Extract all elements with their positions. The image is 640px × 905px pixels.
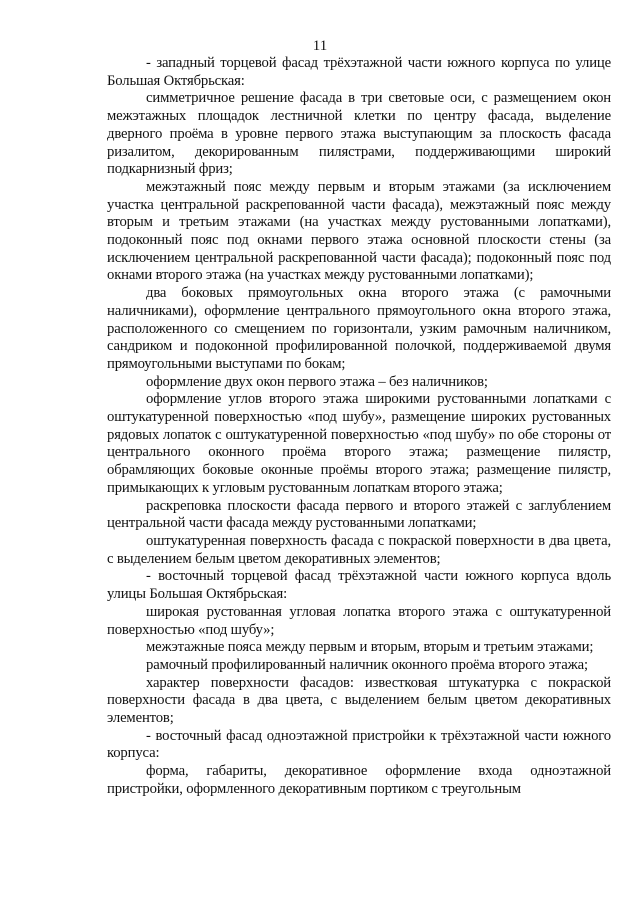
- paragraph: оштукатуренная поверхность фасада с покраской поверхности в два цвета, с выделением белым цветом декоративных элементов;: [107, 532, 611, 567]
- paragraph: межэтажный пояс между первым и вторым этажами (за исключением участка центральной раскрепованной части фасада), межэтажный пояс между вторым и третьим этажами (на участках между рустованными лопатками), подоконный пояс под окнами первого этажа основной плоскости стены (за исключением центральной раскрепованной части фасада); подоконный пояс под окнами второго этажа (на участках между рустованными лопатками);: [107, 178, 611, 284]
- paragraph: характер поверхности фасадов: известковая штукатурка с покраской поверхности фасада в два цвета, с выделением белым цветом декоративных элементов;: [107, 674, 611, 727]
- paragraph: рамочный профилированный наличник оконного проёма второго этажа;: [146, 656, 588, 673]
- paragraph: раскреповка плоскости фасада первого и второго этажей с заглублением центральной части фасада между рустованными лопатками;: [107, 497, 611, 532]
- paragraph: форма, габариты, декоративное оформление входа одноэтажной пристройки, оформленного декоративным портиком с треугольным: [107, 763, 611, 797]
- paragraph: - восточный фасад одноэтажной пристройки к трёхэтажной части южного корпуса:: [107, 727, 611, 762]
- paragraph: - западный торцевой фасад трёхэтажной части южного корпуса по улице Большая Октябрьская:: [107, 55, 611, 89]
- page-number: 11: [312, 38, 328, 54]
- paragraph: два боковых прямоугольных окна второго этажа (с рамочными наличниками), оформление центрального прямоугольного окна второго этажа, расположенного со смещением по горизонтали, узким рамочным наличником, сандриком и подоконной профилированной полочкой, поддерживаемой двумя прямоугольными выступами по бокам;: [107, 285, 611, 372]
- document-body: [107, 55, 611, 799]
- paragraph: оформление углов второго этажа широкими рустованными лопатками с оштукатуренной поверхностью «под шубу», размещение широких рустованных рядовых лопаток с оштукатуренной поверхностью «под шубу» по обе стороны от центрального оконного проёма второго этажа; размещение пилястр, обрамляющих боковые оконные проёмы второго этажа; размещение пилястр, примыкающих к угловым рустованным лопаткам второго этажа;: [107, 391, 611, 496]
- paragraph: симметричное решение фасада в три световые оси, с размещением окон межэтажных площадок лестничной клетки по центру фасада, выделение дверного проёма в уровне первого этажа выступающим за плоскость фасада ризалитом, декорированным пилястрами, поддерживающими широкий подкарнизный фриз;: [107, 90, 611, 178]
- paragraph: широкая рустованная угловая лопатка второго этажа с оштукатуренной поверхностью «под шубу»;: [107, 603, 611, 638]
- paragraph: оформление двух окон первого этажа – без наличников;: [146, 373, 488, 390]
- paragraph: межэтажные пояса между первым и вторым, вторым и третьим этажами;: [146, 639, 594, 656]
- paragraph: - восточный торцевой фасад трёхэтажной части южного корпуса вдоль улицы Большая Октябрьская:: [107, 568, 611, 603]
